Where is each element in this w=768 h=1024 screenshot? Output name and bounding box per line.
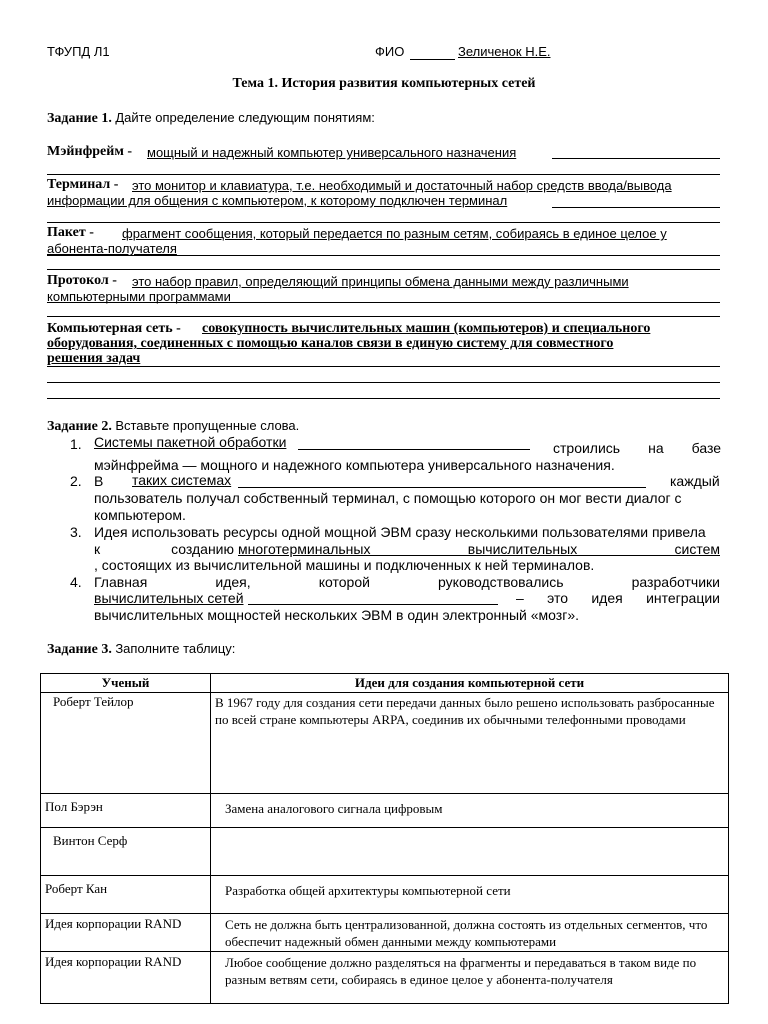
def-packet-line1: фрагмент сообщения, который передается по разным сетям, собираясь в единое целое у [122, 226, 667, 241]
fio-label: ФИО [375, 44, 405, 59]
idea-cell: В 1967 году для создания сети передачи данных было решено использовать разбросанные по всей стране компьютеры ARPA, соединив их обычными телефонными проводами [211, 693, 729, 794]
answer-line [47, 269, 720, 270]
def-network-line1: совокупность вычислительных машин (компьютеров) и специального [202, 321, 651, 336]
table-row [41, 876, 729, 914]
term-packet: Пакет - [47, 225, 94, 240]
item-text: пользователь получал собственный терминал, с помощью которого он мог вести диалог с [94, 490, 682, 506]
fill-blank: таких системах [132, 472, 232, 488]
task3-label: Задание 3. [47, 642, 112, 657]
table-row [41, 794, 729, 828]
scientist-cell: Роберт Тейлор [41, 693, 211, 794]
scientist-cell: Роберт Кан [41, 876, 211, 914]
item-number: 4. [70, 574, 82, 590]
idea-cell: Сеть не должна быть централизованной, должна состоять из отдельных сегментов, что обеспечит надежный обмен данными между компьютерами [211, 914, 729, 952]
item-number: 2. [70, 473, 82, 489]
table-row [41, 828, 729, 876]
item-number: 3. [70, 524, 82, 540]
student-name: Зеличенок Н.Е. [458, 44, 551, 59]
item-text: компьютером. [94, 507, 186, 523]
item-text: каждый [670, 473, 720, 489]
scientist-cell: Винтон Серф [41, 828, 211, 876]
scientist-cell: Идея корпорации RAND [41, 952, 211, 1004]
idea-cell [211, 828, 729, 876]
idea-cell: Любое сообщение должно разделяться на фрагменты и передаваться в таком виде по разным ветвям сети, собираясь в единое целое у абонента-получателя [211, 952, 729, 1004]
fill-blank: вычислительных сетей [94, 590, 244, 606]
table-header-row [41, 674, 729, 693]
term-mainframe: Мэйнфрейм - [47, 144, 133, 159]
answer-line [47, 222, 720, 223]
answer-line [47, 255, 720, 256]
fill-blank: Системы пакетной обработки [94, 434, 287, 450]
item-number: 1. [70, 436, 82, 452]
answer-line [47, 302, 720, 303]
item-text: к созданию [94, 541, 234, 557]
def-mainframe-line1: мощный и надежный компьютер универсального назначения [147, 145, 517, 160]
task2-prompt: Вставьте пропущенные слова. [115, 418, 300, 433]
blank-line [238, 487, 646, 488]
def-network-line2: оборудования, соединенных с помощью каналов связи в единую систему для совместного [47, 336, 614, 351]
term-terminal: Терминал - [47, 177, 119, 192]
task2-label: Задание 2. [47, 419, 112, 434]
task3-prompt: Заполните таблицу: [115, 641, 236, 656]
item-text: – это идея интеграции [516, 590, 720, 606]
term-protocol: Протокол - [47, 273, 117, 288]
item-text: , состоящих из вычислительной машины и подключенных к ней терминалов. [94, 557, 595, 573]
answer-line [47, 366, 720, 367]
table-row [41, 693, 729, 794]
column-header-scientist: Ученый [41, 674, 211, 693]
term-computer-network: Компьютерная сеть - [47, 321, 181, 336]
fill-blank: многотерминальных вычислительных систем [238, 541, 720, 557]
answer-line [47, 382, 720, 383]
blank-line [248, 604, 498, 605]
idea-cell: Разработка общей архитектуры компьютерной сети [211, 876, 729, 914]
def-protocol-line1: это набор правил, определяющий принципы обмена данными между различными [132, 274, 629, 289]
task1-heading [47, 110, 375, 127]
task1-label: Задание 1. [47, 111, 112, 126]
scientist-cell: Идея корпорации RAND [41, 914, 211, 952]
answer-line [47, 174, 720, 175]
def-packet-line2: абонента-получателя [47, 241, 177, 256]
task3-heading [47, 641, 235, 658]
scientist-cell: Пол Бэрэн [41, 794, 211, 828]
course-code: ТФУПД Л1 [47, 44, 110, 59]
scientists-table [40, 673, 729, 1004]
item-text: строились на базе [553, 440, 721, 456]
def-protocol-line2: компьютерными программами [47, 289, 231, 304]
item-text: В [94, 473, 104, 489]
page-title: Тема 1. История развития компьютерных сетей [232, 76, 536, 91]
item-text: вычислительных мощностей нескольких ЭВМ в один электронный «мозг». [94, 607, 580, 623]
answer-line [552, 158, 720, 159]
table-row [41, 914, 729, 952]
item-text: мэйнфрейма — мощного и надежного компьютера универсального назначения. [94, 457, 615, 473]
task2-heading [47, 418, 299, 435]
item-text: Идея использовать ресурсы одной мощной ЭВМ сразу несколькими пользователями привела [94, 524, 706, 540]
def-network-line3: решения задач [47, 351, 141, 366]
def-terminal-line1: это монитор и клавиатура, т.е. необходимый и достаточный набор средств ввода/вывода [132, 178, 672, 193]
table-row [41, 952, 729, 1004]
fio-underline [410, 59, 455, 60]
answer-line [552, 207, 720, 208]
idea-cell: Замена аналогового сигнала цифровым [211, 794, 729, 828]
def-terminal-line2: информации для общения с компьютером, к которому подключен терминал [47, 193, 508, 208]
answer-line [47, 316, 720, 317]
column-header-ideas: Идеи для создания компьютерной сети [211, 674, 729, 693]
blank-line [298, 449, 530, 450]
answer-line [47, 398, 720, 399]
item-text: Главная идея, которой руководствовались разработчики [94, 574, 720, 590]
task1-prompt: Дайте определение следующим понятиям: [115, 110, 375, 125]
